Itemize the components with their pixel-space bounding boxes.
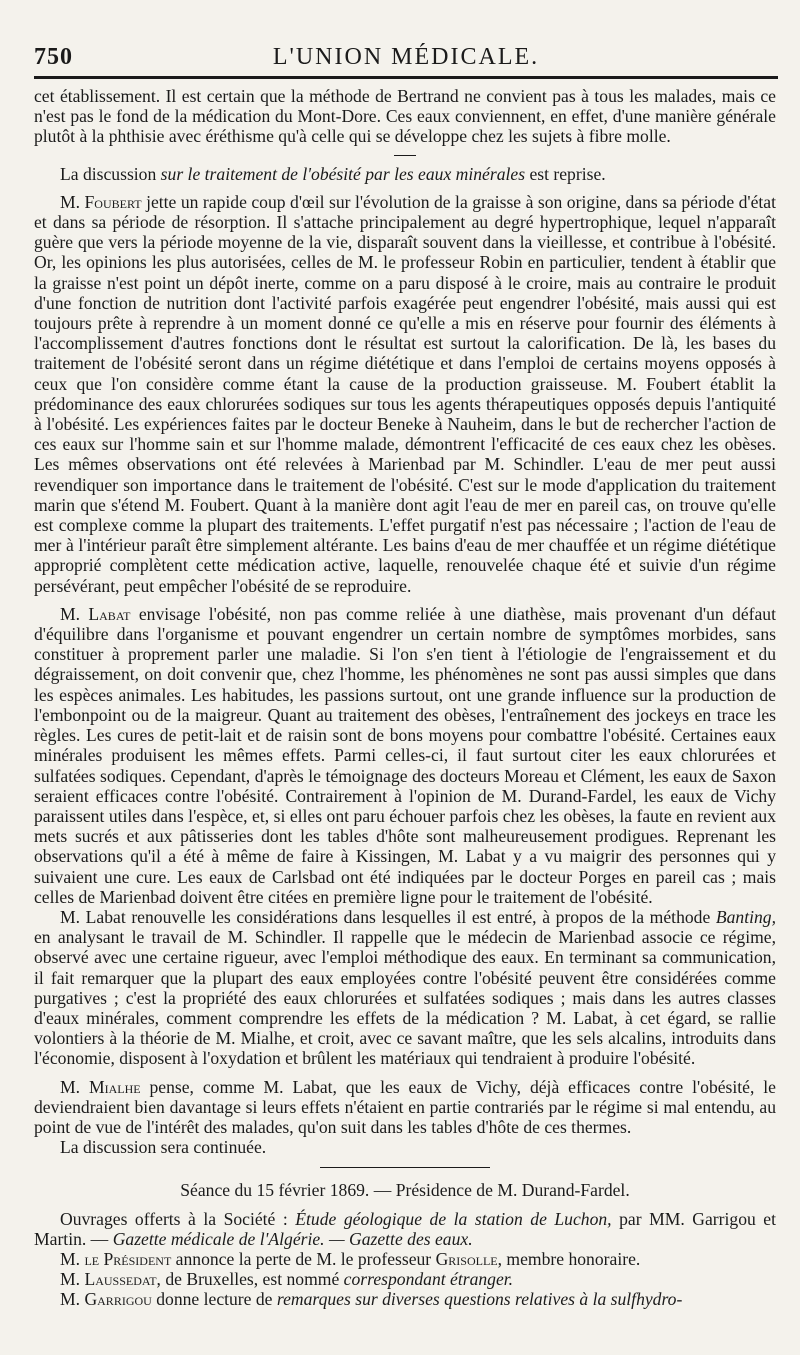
paragraph-laussedat: M. Laussedat, de Bruxelles, est nommé correspondant étranger. — [60, 1269, 514, 1290]
speaker-mialhe: M. Mialhe — [60, 1076, 141, 1097]
section-divider — [394, 155, 416, 156]
paragraph-discussion-resumed: La discussion sur le traitement de l'obésité par les eaux minérales est reprise. — [60, 163, 606, 184]
paragraph-garrigou: M. Garrigou donne lecture de remarques sur diverses questions relatives à la sulfhydro- — [60, 1289, 683, 1310]
journal-title: L'UNION MÉDICALE. — [272, 44, 540, 70]
article-body — [34, 86, 776, 1310]
paragraph-discussion-continued: La discussion sera continuée. — [60, 1137, 267, 1158]
speaker-labat: M. Labat — [60, 603, 131, 624]
paragraph-labat: M. Labat envisage l'obésité, non pas comme reliée à une diathèse, mais provenant d'un défaut d'équilibre dans l'organisme et pouvant engendrer un certain nombre de symptômes morbides, sans constituer à proprement parler une maladie. Si l'on s'en tient à l'étiologie de l'engraissement et du dégraissement, on doit convenir que, chez l'homme, les phénomènes ne sont pas aussi simples que dans les espèces animales. Les habitudes, les passions surtout, ont une grande influence sur la production de l'embonpoint ou de la maigreur. Quant au traitement des obèses, l'entraînement des jockeys en trace les règles. Les cures de petit-lait et de raisin sont de bons moyens pour combattre l'obésité. Certaines eaux minérales produisent les mêmes effets. Parmi celles-ci, il faut surtout citer les eaux chlorurées et sulfatées sodiques. Cependant, d'après le témoignage des docteurs Moreau et Clément, les eaux de Saxon seraient efficaces contre l'obésité. Contrairement à l'opinion de M. Durand-Fardel, les eaux de Vichy paraissent utiles dans l'espèce, et, si elles ont paru échouer parfois chez les obèses, la faute en revient aux mets sucrés et aux pâtisseries dont les tables d'hôte sont malheureusement prodigues. Reprenant les observations qu'il a été à même de faire à Kissingen, M. Labat y a vu maigrir des personnes qui y suivaient une cure. Les eaux de Carlsbad ont été indiquées par le docteur Porges en pareil cas ; mais celles de Marienbad doivent être citées en première ligne pour le traitement de l'obésité. — [34, 603, 776, 907]
paragraph-labat-banting: M. Labat renouvelle les considérations dans lesquelles il est entré, à propos de la méthode Banting, en analysant le travail de M. Schindler. Il rappelle que le médecin de Marienbad associe ce régime, observé avec une certaine rigueur, avec l'emploi méthodique des eaux. En terminant sa communication, il fait remarquer que la plupart des eaux employées contre l'obésité peuvent être considérées comme purgatives ; c'est la propriété des eaux chlorurées et sulfatées sodiques ; mais dans les autres classes d'eaux minérales, comment comprendre les effets de la médication ? M. Labat, à cet égard, se rallie volontiers à la théorie de M. Mialhe, et croit, avec ce savant maître, que les sels alcalins, introduits dans l'économie, disposent à l'oxydation et brûlent les matériaux qui tendraient à produire l'obésité. — [34, 906, 776, 1069]
session-divider — [320, 1167, 490, 1168]
header-rule — [34, 76, 778, 79]
paragraph-works-offered: Ouvrages offerts à la Société : Étude géologique de la station de Luchon, par MM. Garrigou et Martin. — Gazette médicale de l'Algérie. — Gazette des eaux. — [34, 1208, 776, 1249]
paragraph-mont-dore: cet établissement. Il est certain que la méthode de Bertrand ne convient pas à tous les malades, mais ce n'est pas le fond de la médication du Mont-Dore. Ces eaux conviennent, en effet, d'une manière générale plutôt à la phthisie avec éréthisme qu'à celle qui se développe chez les sujets à fibre molle. — [34, 86, 776, 147]
paragraph-president: M. le Président annonce la perte de M. le professeur Grisolle, membre honoraire. — [60, 1248, 641, 1269]
page-header — [34, 40, 778, 80]
session-heading: Séance du 15 février 1869. — Présidence de M. Durand-Fardel. — [180, 1180, 630, 1201]
page-number: 750 — [34, 44, 73, 70]
speaker-foubert: M. Foubert — [60, 191, 142, 212]
paragraph-mialhe: M. Mialhe pense, comme M. Labat, que les eaux de Vichy, déjà efficaces contre l'obésité, le deviendraient bien davantage si leurs effets n'étaient en partie contrariés par le régime si mal entendu, au point de vue de l'intérêt des malades, qu'on suit dans les tables d'hôte de ces thermes. — [34, 1076, 776, 1137]
paragraph-foubert: M. Foubert jette un rapide coup d'œil sur l'évolution de la graisse à son origine, dans sa période d'état et dans sa période de résorption. Il s'attache principalement au degré hypertrophique, lequel n'apparaît guère que vers la période moyenne de la vie, disparaît souvent dans la vieillesse, et contribue à l'obésité. Or, les opinions les plus autorisées, celles de M. le professeur Robin en particulier, tendent à établir que la graisse n'est point un dépôt inerte, comme on a paru disposé à le croire, mais au contraire le produit d'une fonction de nutrition dont l'activité parfois exagérée peut engendrer l'obésité, mais aussi qui est toujours prête à reprendre à un moment donné ce qu'elle a mis en réserve pour fournir des éléments à l'accomplissement d'autres fonctions dont le résultat est surtout la calorification. De là, les bases du traitement de l'obésité seront dans un régime diététique et dans l'emploi de certains moyens opposés à ceux que l'on considère comme étant la cause de la production graisseuse. M. Foubert établit la prédominance des eaux chlorurées sodiques sur tous les agents thérapeutiques opposés depuis l'antiquité à l'obésité. Les expériences faites par le docteur Beneke à Nauheim, dans le but de rechercher l'action de ces eaux sur l'homme sain et sur l'homme malade, démontrent l'efficacité de ces eaux chez les obèses. Les mêmes observations ont été relevées à Marienbad par M. Schindler. L'eau de mer peut aussi revendiquer son importance dans le traitement de l'obésité. C'est sur le mode d'application du traitement marin que s'étend M. Foubert. Quant à la manière dont agit l'eau de mer en pareil cas, on trouve qu'elle est complexe comme la plupart des traitements. L'effet purgatif n'est pas nécessaire ; l'action de l'eau de mer à l'intérieur paraît être simplement altérante. Les bains d'eau de mer chauffée et un régime diététique approprié complètent cette médication active, laquelle, renouvelée chaque été et suivie d'un régime persévérant, peut empêcher l'obésité de se reproduire. — [34, 191, 776, 596]
